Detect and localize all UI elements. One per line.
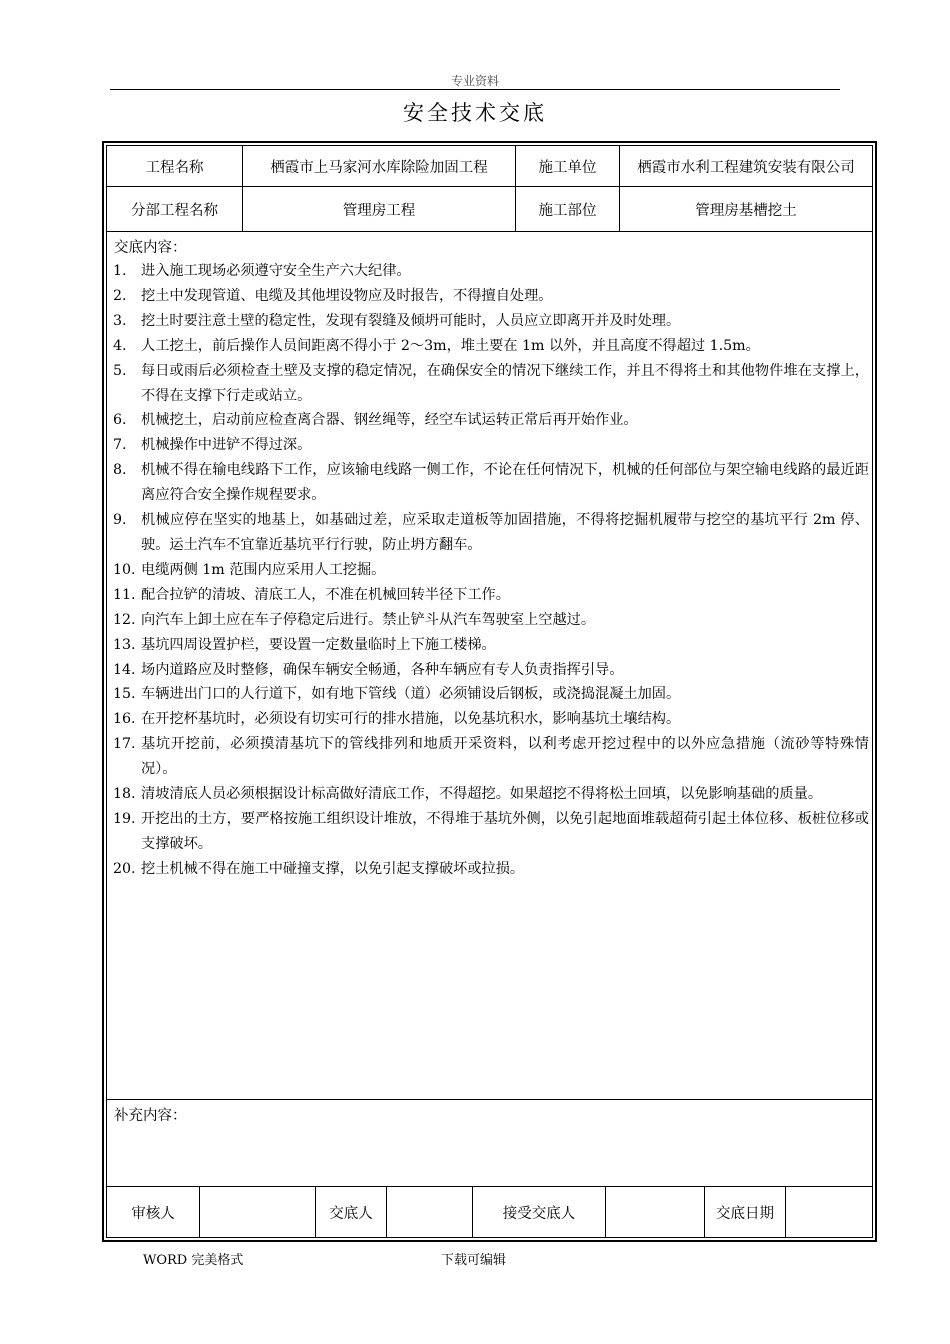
list-item	[113, 508, 869, 558]
discloser-signature-field[interactable]	[387, 1187, 472, 1238]
list-item-number: 6.	[113, 412, 127, 429]
list-item-text: 向汽车上卸土应在车子停稳定后进行。禁止铲斗从汽车驾驶室上空越过。	[141, 611, 596, 628]
sub-project-value: 管理房工程	[342, 202, 416, 219]
row-divider	[106, 1099, 873, 1100]
list-item-number: 15.	[113, 686, 136, 703]
list-item	[113, 633, 869, 658]
list-item-number: 19.	[113, 810, 136, 827]
list-item-number: 1.	[113, 263, 127, 279]
document-title: 安全技术交底	[403, 101, 547, 125]
reviewer-signature-field[interactable]	[200, 1187, 315, 1238]
list-item	[113, 807, 869, 857]
construction-unit-value: 栖霞市水利工程建筑安装有限公司	[637, 159, 855, 176]
footer-format-note: WORD 完美格式	[143, 1253, 244, 1268]
list-item	[113, 583, 869, 608]
list-item-number: 16.	[113, 711, 136, 728]
list-item-text: 机械挖土，启动前应检查离合器、钢丝绳等，经空车试运转正常后再开始作业。	[141, 412, 638, 429]
supplement-label: 补充内容：	[114, 1108, 187, 1124]
list-item-text: 配合拉铲的清坡、清底工人，不准在机械回转半径下工作。	[141, 586, 510, 603]
list-item	[113, 284, 869, 309]
header-divider	[110, 89, 840, 90]
list-item-text: 挖土机械不得在施工中碰撞支撑，以免引起支撑破坏或拉损。	[141, 860, 525, 877]
list-item	[113, 857, 869, 882]
list-item-text: 场内道路应及时整修，确保车辆安全畅通，各种车辆应有专人负责指挥引导。	[141, 661, 624, 678]
list-item	[113, 408, 869, 433]
list-item	[113, 458, 869, 508]
construction-location-label: 施工部位	[538, 202, 597, 219]
list-item-number: 13.	[113, 636, 136, 653]
list-item-text: 机械应停在坚实的地基上，如基础过差，应采取走道板等加固措施，不得将挖掘机履带与挖空的基坑平行 2m 停、驶。运土汽车不宜靠近基坑平行行驶，防止坍方翻车。	[141, 512, 869, 553]
list-item-number: 10.	[113, 561, 136, 578]
content-label: 交底内容：	[114, 240, 187, 256]
list-item-text: 清坡清底人员必须根据设计标高做好清底工作，不得超挖。如果超挖不得将松土回填，以免影响基础的质量。	[141, 786, 823, 803]
list-item-number: 17.	[113, 736, 136, 753]
list-item-text: 人工挖土，前后操作人员间距离不得小于 2～3m，堆土要在 1m 以外，并且高度不得超过 1.5m。	[141, 337, 760, 354]
discloser-label: 交底人	[329, 1206, 373, 1222]
sub-project-label: 分部工程名称	[131, 202, 218, 219]
list-item-text: 机械不得在输电线路下工作，应该输电线路一侧工作，不论在任何情况下，机械的任何部位与架空输电线路的最近距离应符合安全操作规程要求。	[141, 462, 869, 504]
list-item-number: 3.	[113, 312, 127, 329]
list-item-number: 11.	[113, 586, 136, 603]
footer-edit-note: 下载可编辑	[441, 1253, 507, 1268]
list-item-number: 7.	[113, 437, 127, 454]
list-item-number: 18.	[113, 786, 136, 803]
project-name-label: 工程名称	[145, 159, 204, 176]
receiver-label: 接受交底人	[502, 1206, 576, 1222]
list-item-text: 进入施工现场必须遵守安全生产六大纪律。	[141, 263, 411, 279]
list-item-text: 电缆两侧 1m 范围内应采用人工挖掘。	[141, 561, 386, 578]
construction-unit-label: 施工单位	[538, 159, 597, 176]
list-item	[113, 334, 869, 359]
list-item	[113, 309, 869, 334]
list-item-number: 8.	[113, 462, 127, 479]
list-item	[113, 707, 869, 732]
reviewer-label: 审核人	[131, 1206, 175, 1222]
list-item	[113, 359, 869, 409]
disclosure-date-field[interactable]	[786, 1187, 872, 1238]
list-item-number: 4.	[113, 337, 127, 354]
list-item-text: 挖土中发现管道、电缆及其他埋设物应及时报告，不得擅自处理。	[141, 287, 553, 304]
disclosure-date-label: 交底日期	[716, 1206, 774, 1222]
list-item-text: 挖土时要注意土壁的稳定性，发现有裂缝及倾坍可能时，人员应立即离开并及时处理。	[141, 312, 681, 329]
list-item-number: 12.	[113, 611, 136, 628]
disclosure-items-list	[113, 259, 869, 882]
list-item	[113, 782, 869, 807]
list-item-text: 机械操作中进铲不得过深。	[141, 437, 312, 454]
list-item-text: 开挖出的土方，要严格按施工组织设计堆放，不得堆于基坑外侧，以免引起地面堆载超荷引起土体位移、板桩位移或支撑破坏。	[141, 810, 869, 852]
list-item-text: 车辆进出门口的人行道下，如有地下管线（道）必须铺设后钢板，或浇捣混凝土加固。	[141, 686, 681, 703]
list-item	[113, 433, 869, 458]
list-item-text: 每日或雨后必须检查土壁及支撑的稳定情况，在确保安全的情况下继续工作，并且不得将土和其他物件堆在支撑上，不得在支撑下行走或站立。	[141, 362, 869, 404]
list-item-number: 20.	[113, 860, 136, 877]
page-header: 专业资料	[450, 74, 499, 88]
list-item-text: 在开挖杯基坑时，必须设有切实可行的排水措施，以免基坑积水，影响基坑土壤结构。	[141, 711, 681, 728]
construction-location-value: 管理房基槽挖土	[695, 202, 797, 219]
list-item	[113, 608, 869, 633]
project-name-value: 栖霞市上马家河水库除险加固工程	[270, 159, 488, 176]
list-item-number: 2.	[113, 287, 127, 304]
row-divider	[106, 231, 873, 232]
list-item-number: 5.	[113, 362, 127, 379]
list-item	[113, 658, 869, 683]
list-item-text: 基坑开挖前，必须摸清基坑下的管线排列和地质开采资料，以利考虑开挖过程中的以外应急措施（流砂等特殊情况）。	[141, 736, 869, 778]
list-item	[113, 732, 869, 782]
list-item	[113, 558, 869, 583]
receiver-signature-field[interactable]	[606, 1187, 704, 1238]
list-item	[113, 259, 869, 284]
list-item-number: 14.	[113, 661, 136, 678]
list-item	[113, 682, 869, 707]
list-item-number: 9.	[113, 512, 127, 529]
list-item-text: 基坑四周设置护栏，要设置一定数量临时上下施工楼梯。	[141, 636, 496, 653]
